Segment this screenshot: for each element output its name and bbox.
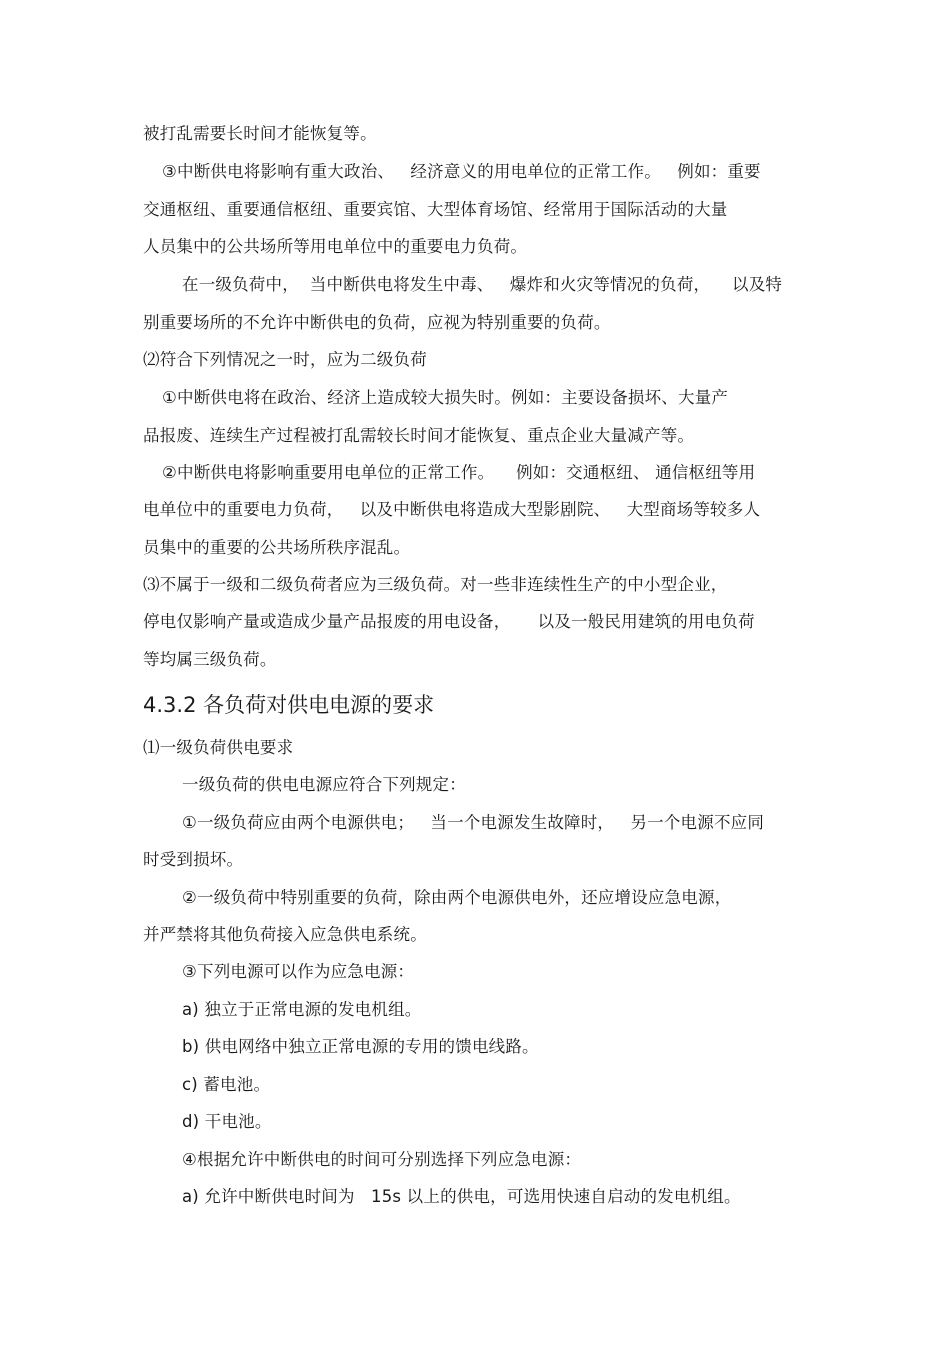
text-line: 停电仅影响产量或造成少量产品报废的用电设备， 以及一般民用建筑的用电负荷 — [143, 612, 755, 631]
list-item: a) 允许中断供电时间为 15s 以上的供电，可选用快速自启动的发电机组。 — [182, 1187, 741, 1206]
text-line: ④根据允许中断供电的时间可分别选择下列应急电源： — [182, 1150, 582, 1169]
text-line: 被打乱需要长时间才能恢复等。 — [143, 124, 377, 143]
list-item: b) 供电网络中独立正常电源的专用的馈电线路。 — [182, 1037, 539, 1056]
text-line: 时受到损坏。 — [143, 850, 244, 869]
text-line: ②中断供电将影响重要用电单位的正常工作。 例如：交通枢纽、 通信枢纽等用 — [162, 463, 756, 482]
text-line: 在一级负荷中， 当中断供电将发生中毒、 爆炸和火灾等情况的负荷， 以及特 — [182, 275, 783, 294]
section-item: ⑴一级负荷供电要求 — [143, 738, 294, 757]
text-line: ②一级负荷中特别重要的负荷，除由两个电源供电外，还应增设应急电源， — [182, 888, 732, 907]
text-line: 交通枢纽、重要通信枢纽、重要宾馆、大型体育场馆、经常用于国际活动的大量 — [143, 200, 728, 219]
list-item: d) 干电池。 — [182, 1112, 272, 1131]
text-line: 别重要场所的不允许中断供电的负荷，应视为特别重要的负荷。 — [143, 313, 611, 332]
text-line: ③中断供电将影响有重大政治、 经济意义的用电单位的正常工作。 例如：重要 — [162, 162, 761, 181]
text-line: 人员集中的公共场所等用电单位中的重要电力负荷。 — [143, 237, 528, 256]
text-line: ③下列电源可以作为应急电源： — [182, 962, 415, 981]
text-line: 品报废、连续生产过程被打乱需较长时间才能恢复、重点企业大量减产等。 — [143, 426, 695, 445]
list-item: a) 独立于正常电源的发电机组。 — [182, 1000, 422, 1019]
text-line: 电单位中的重要电力负荷， 以及中断供电将造成大型影剧院、 大型商场等较多人 — [143, 500, 761, 519]
text-line: 员集中的重要的公共场所秩序混乱。 — [143, 538, 411, 557]
text-line: ①中断供电将在政治、经济上造成较大损失时。例如：主要设备损坏、大量产 — [162, 388, 729, 407]
section-item: ⑵符合下列情况之一时，应为二级负荷 — [143, 350, 427, 369]
text-line: 并严禁将其他负荷接入应急供电系统。 — [143, 925, 427, 944]
text-line: 等均属三级负荷。 — [143, 650, 277, 669]
text-line: ①一级负荷应由两个电源供电； 当一个电源发生故障时， 另一个电源不应同 — [182, 813, 765, 832]
list-item: c) 蓄电池。 — [182, 1075, 271, 1094]
section-heading: 4.3.2 各负荷对供电电源的要求 — [143, 693, 435, 717]
section-item: ⑶不属于一级和二级负荷者应为三级负荷。对一些非连续性生产的中小型企业， — [143, 575, 728, 594]
text-line: 一级负荷的供电电源应符合下列规定： — [182, 775, 466, 794]
